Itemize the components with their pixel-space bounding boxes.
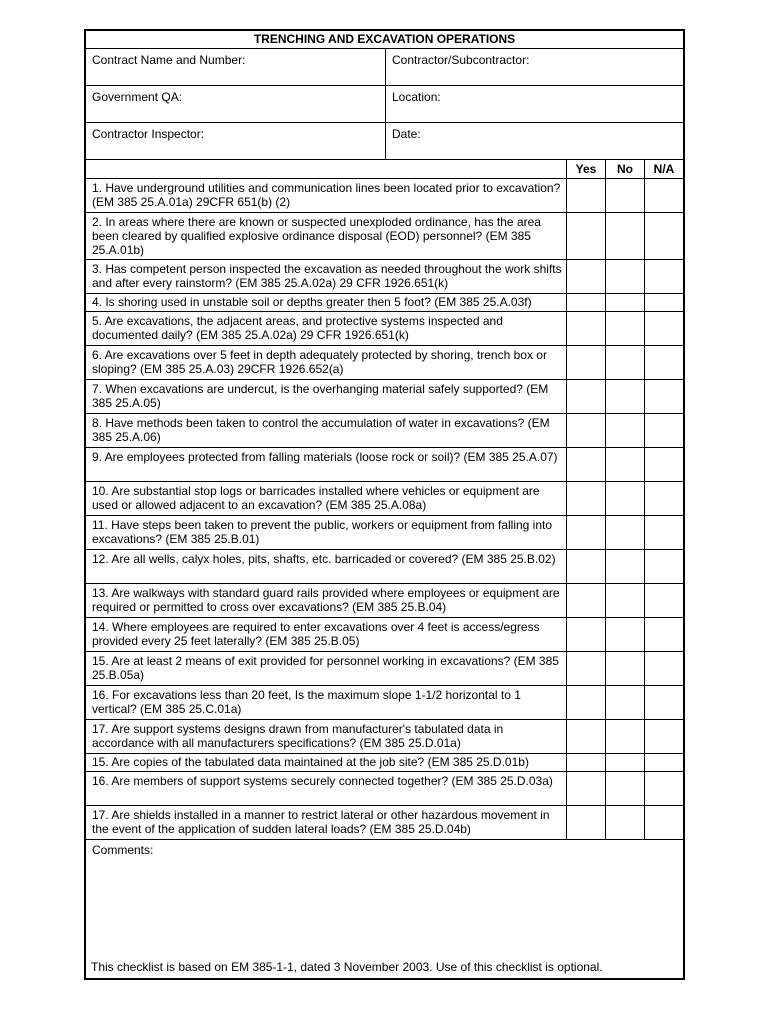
no-checkbox[interactable]	[605, 294, 644, 311]
question-row	[86, 213, 683, 260]
header-spacer	[86, 160, 566, 178]
question-text: 6. Are excavations over 5 feet in depth adequately protected by shoring, trench box or sloping? (EM 385 25.A.03) 29CFR 1926.652(a)	[92, 348, 547, 376]
question-row	[86, 260, 683, 294]
no-checkbox[interactable]	[605, 652, 644, 685]
yes-checkbox[interactable]	[566, 754, 605, 771]
na-checkbox[interactable]	[644, 312, 683, 345]
info-row-contract	[86, 49, 683, 86]
yes-checkbox[interactable]	[566, 686, 605, 719]
question-row	[86, 584, 683, 618]
question-text: 1. Have underground utilities and communication lines been located prior to excavation? (EM 385 25.A.01a) 29CFR 651(b) (2)	[92, 181, 561, 209]
na-checkbox[interactable]	[644, 754, 683, 771]
question-row	[86, 550, 683, 584]
question-row	[86, 652, 683, 686]
question-row	[86, 618, 683, 652]
na-checkbox[interactable]	[644, 618, 683, 651]
na-checkbox[interactable]	[644, 294, 683, 311]
question-text: 15. Are at least 2 means of exit provided for personnel working in excavations? (EM 385 25.B.05a)	[92, 654, 559, 682]
na-checkbox[interactable]	[644, 346, 683, 379]
yes-checkbox[interactable]	[566, 806, 605, 839]
question-row	[86, 312, 683, 346]
question-row	[86, 806, 683, 840]
na-checkbox[interactable]	[644, 260, 683, 293]
na-checkbox[interactable]	[644, 720, 683, 753]
na-checkbox[interactable]	[644, 179, 683, 212]
question-text: 14. Where employees are required to enter excavations over 4 feet is access/egress provided every 25 feet laterally? (EM 385 25.B.05)	[92, 620, 540, 648]
government-qa-field[interactable]: Government QA:	[86, 86, 386, 122]
question-text: 8. Have methods been taken to control the accumulation of water in excavations? (EM 385 25.A.06)	[92, 416, 550, 444]
yes-checkbox[interactable]	[566, 516, 605, 549]
date-field[interactable]: Date:	[392, 127, 421, 141]
yes-column-header: Yes	[566, 160, 605, 178]
question-text: 11. Have steps been taken to prevent the public, workers or equipment from falling into excavations? (EM 385 25.B.01)	[92, 518, 553, 546]
no-checkbox[interactable]	[605, 516, 644, 549]
na-column-header: N/A	[644, 160, 683, 178]
question-row	[86, 380, 683, 414]
question-text: 17. Are support systems designs drawn from manufacturer's tabulated data in accordance with all manufacturers specifications? (EM 385 25.D.01a)	[92, 722, 504, 750]
yes-checkbox[interactable]	[566, 260, 605, 293]
question-text: 15. Are copies of the tabulated data maintained at the job site? (EM 385 25.D.01b)	[92, 755, 529, 769]
na-checkbox[interactable]	[644, 380, 683, 413]
question-row	[86, 482, 683, 516]
na-checkbox[interactable]	[644, 516, 683, 549]
no-checkbox[interactable]	[605, 772, 644, 805]
question-row	[86, 414, 683, 448]
no-checkbox[interactable]	[605, 380, 644, 413]
no-checkbox[interactable]	[605, 179, 644, 212]
question-row	[86, 754, 683, 772]
no-checkbox[interactable]	[605, 260, 644, 293]
question-text: 9. Are employees protected from falling materials (loose rock or soil)? (EM 385 25.A.07)	[92, 450, 558, 464]
no-checkbox[interactable]	[605, 584, 644, 617]
contractor-field[interactable]: Contractor/Subcontractor:	[392, 53, 530, 67]
yes-checkbox[interactable]	[566, 294, 605, 311]
contract-name-field[interactable]: Contract Name and Number:	[86, 49, 386, 85]
na-checkbox[interactable]	[644, 806, 683, 839]
footer-note: This checklist is based on EM 385-1-1, dated 3 November 2003. Use of this checklist is optional.	[91, 960, 603, 974]
no-checkbox[interactable]	[605, 754, 644, 771]
comments-label: Comments:	[92, 843, 154, 857]
no-checkbox[interactable]	[605, 618, 644, 651]
question-row	[86, 772, 683, 806]
question-row	[86, 448, 683, 482]
question-row	[86, 179, 683, 213]
question-text: 16. Are members of support systems securely connected together? (EM 385 25.D.03a)	[92, 774, 553, 788]
yes-checkbox[interactable]	[566, 213, 605, 259]
yes-checkbox[interactable]	[566, 618, 605, 651]
yes-checkbox[interactable]	[566, 482, 605, 515]
question-row	[86, 294, 683, 312]
no-checkbox[interactable]	[605, 550, 644, 583]
yes-checkbox[interactable]	[566, 772, 605, 805]
question-text: 5. Are excavations, the adjacent areas, and protective systems inspected and documented daily? (EM 385 25.A.02a) 29 CFR 1926.651(k)	[92, 314, 503, 342]
no-checkbox[interactable]	[605, 213, 644, 259]
question-text: 10. Are substantial stop logs or barricades installed where vehicles or equipment are used or allowed adjacent to an excavation? (EM 385 25.A.08a)	[92, 484, 540, 512]
question-row	[86, 686, 683, 720]
yes-checkbox[interactable]	[566, 584, 605, 617]
yes-checkbox[interactable]	[566, 380, 605, 413]
yes-checkbox[interactable]	[566, 550, 605, 583]
info-row-qa	[86, 86, 683, 123]
yes-checkbox[interactable]	[566, 179, 605, 212]
checklist-form	[84, 29, 685, 980]
comments-field[interactable]	[86, 840, 683, 978]
info-row-inspector	[86, 123, 683, 160]
na-checkbox[interactable]	[644, 414, 683, 447]
form-title: TRENCHING AND EXCAVATION OPERATIONS	[86, 31, 683, 49]
yes-checkbox[interactable]	[566, 720, 605, 753]
no-column-header: No	[605, 160, 644, 178]
question-text: 3. Has competent person inspected the excavation as needed throughout the work shifts and after every rainstorm? (EM 385 25.A.02a) 29 CFR 1926.651(k)	[92, 262, 562, 290]
na-checkbox[interactable]	[644, 482, 683, 515]
question-text: 17. Are shields installed in a manner to restrict lateral or other hazardous movement in the event of the application of sudden lateral loads? (EM 385 25.D.04b)	[92, 808, 550, 836]
na-checkbox[interactable]	[644, 550, 683, 583]
question-text: 4. Is shoring used in unstable soil or depths greater then 5 foot? (EM 385 25.A.03f)	[92, 295, 532, 309]
yes-checkbox[interactable]	[566, 652, 605, 685]
na-checkbox[interactable]	[644, 584, 683, 617]
na-checkbox[interactable]	[644, 686, 683, 719]
question-row	[86, 720, 683, 754]
na-checkbox[interactable]	[644, 652, 683, 685]
no-checkbox[interactable]	[605, 414, 644, 447]
no-checkbox[interactable]	[605, 448, 644, 481]
yes-checkbox[interactable]	[566, 448, 605, 481]
answer-header-row	[86, 160, 683, 179]
no-checkbox[interactable]	[605, 482, 644, 515]
location-field[interactable]: Location:	[392, 90, 441, 104]
yes-checkbox[interactable]	[566, 312, 605, 345]
no-checkbox[interactable]	[605, 720, 644, 753]
no-checkbox[interactable]	[605, 312, 644, 345]
no-checkbox[interactable]	[605, 686, 644, 719]
yes-checkbox[interactable]	[566, 414, 605, 447]
question-row	[86, 346, 683, 380]
na-checkbox[interactable]	[644, 213, 683, 259]
question-text: 13. Are walkways with standard guard rails provided where employees or equipment are required or permitted to cross over excavations? (EM 385 25.B.04)	[92, 586, 560, 614]
yes-checkbox[interactable]	[566, 346, 605, 379]
na-checkbox[interactable]	[644, 772, 683, 805]
na-checkbox[interactable]	[644, 448, 683, 481]
question-text: 7. When excavations are undercut, is the overhanging material safely supported? (EM 385 25.A.05)	[92, 382, 549, 410]
contractor-inspector-field[interactable]: Contractor Inspector:	[86, 123, 386, 159]
question-text: 12. Are all wells, calyx holes, pits, shafts, etc. barricaded or covered? (EM 385 25.B.02)	[92, 552, 556, 566]
question-row	[86, 516, 683, 550]
question-text: 16. For excavations less than 20 feet, Is the maximum slope 1-1/2 horizontal to 1 vertical? (EM 385 25.C.01a)	[92, 688, 521, 716]
question-text: 2. In areas where there are known or suspected unexploded ordinance, has the area been cleared by qualified explosive ordinance disposal (EOD) personnel? (EM 385 25.A.01b)	[92, 215, 541, 257]
no-checkbox[interactable]	[605, 806, 644, 839]
no-checkbox[interactable]	[605, 346, 644, 379]
